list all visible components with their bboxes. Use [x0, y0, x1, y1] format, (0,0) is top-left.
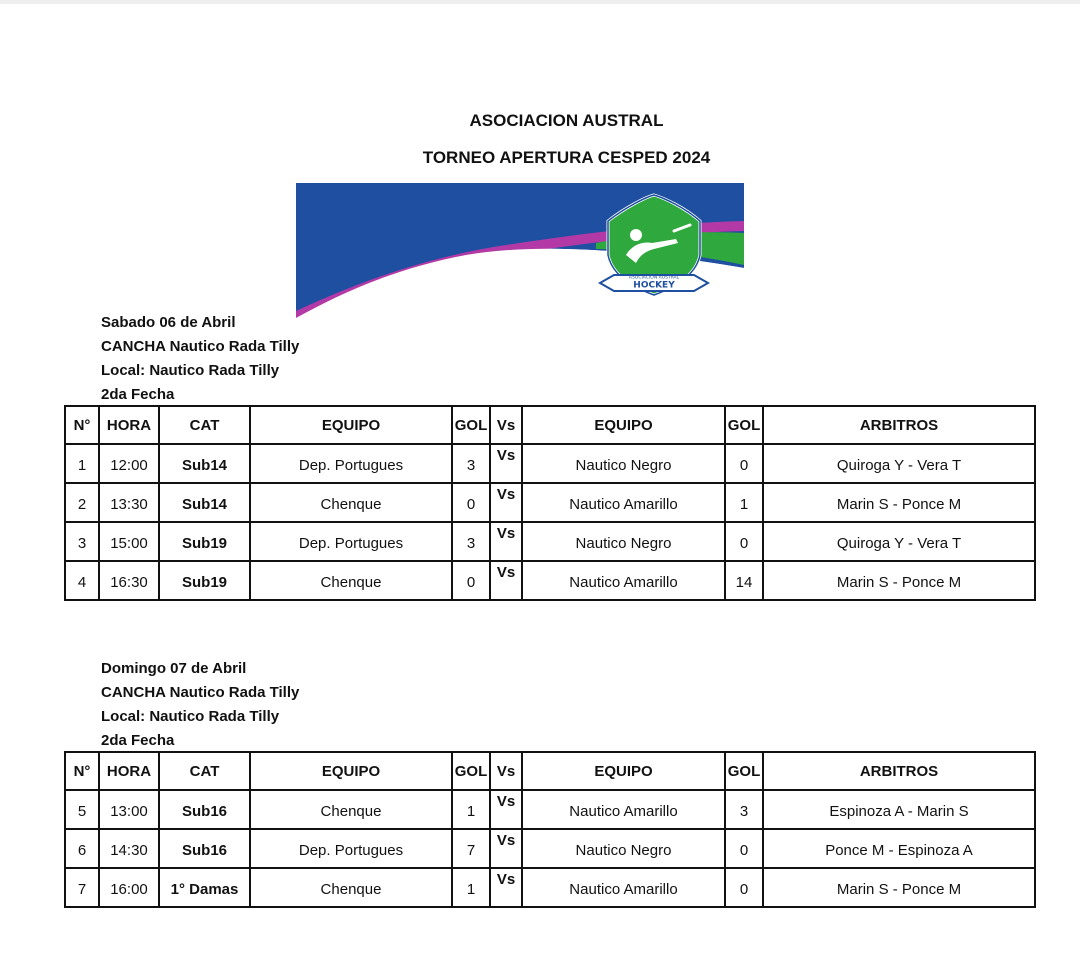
table-row	[65, 483, 1035, 522]
match-number: 6	[65, 829, 99, 868]
match-category: Sub19	[159, 522, 250, 561]
table-row	[65, 868, 1035, 907]
away-team: Nautico Amarillo	[522, 868, 725, 907]
away-goals: 3	[725, 790, 763, 829]
home-team: Chenque	[250, 790, 452, 829]
away-goals: 0	[725, 522, 763, 561]
match-time: 13:00	[99, 790, 159, 829]
table-row	[65, 561, 1035, 600]
home-goals: 0	[452, 483, 490, 522]
col-number: N°	[65, 406, 99, 444]
day2-fixture-table	[64, 751, 1036, 908]
away-goals: 14	[725, 561, 763, 600]
col-home-goals: GOL	[452, 406, 490, 444]
home-goals: 3	[452, 444, 490, 483]
home-goals: 0	[452, 561, 490, 600]
vs-label: Vs	[490, 522, 522, 561]
match-number: 2	[65, 483, 99, 522]
away-goals: 0	[725, 829, 763, 868]
col-category: CAT	[159, 752, 250, 790]
referees: Quiroga Y - Vera T	[763, 444, 1035, 483]
referees: Espinoza A - Marin S	[763, 790, 1035, 829]
match-time: 14:30	[99, 829, 159, 868]
match-time: 16:30	[99, 561, 159, 600]
table-row	[65, 444, 1035, 483]
referees: Quiroga Y - Vera T	[763, 522, 1035, 561]
referees: Marin S - Ponce M	[763, 561, 1035, 600]
table-row	[65, 829, 1035, 868]
col-vs: Vs	[490, 406, 522, 444]
col-vs: Vs	[490, 752, 522, 790]
match-category: Sub16	[159, 829, 250, 868]
away-goals: 0	[725, 868, 763, 907]
home-team: Dep. Portugues	[250, 522, 452, 561]
day1-date: Sabado 06 de Abril	[101, 314, 236, 331]
day2-round: 2da Fecha	[101, 732, 175, 749]
association-title: ASOCIACION AUSTRAL	[469, 111, 664, 130]
day1-field: CANCHA Nautico Rada Tilly	[101, 338, 300, 355]
day1-local: Local: Nautico Rada Tilly	[101, 362, 280, 379]
vs-label: Vs	[490, 790, 522, 829]
away-team: Nautico Amarillo	[522, 483, 725, 522]
match-number: 3	[65, 522, 99, 561]
day1-round: 2da Fecha	[101, 386, 175, 403]
home-team: Chenque	[250, 561, 452, 600]
match-number: 4	[65, 561, 99, 600]
table-row	[65, 790, 1035, 829]
home-goals: 1	[452, 868, 490, 907]
col-referees: ARBITROS	[763, 406, 1035, 444]
col-number: N°	[65, 752, 99, 790]
day2-field: CANCHA Nautico Rada Tilly	[101, 684, 300, 701]
home-team: Chenque	[250, 868, 452, 907]
col-away-goals: GOL	[725, 752, 763, 790]
match-number: 7	[65, 868, 99, 907]
home-goals: 7	[452, 829, 490, 868]
day2-local: Local: Nautico Rada Tilly	[101, 708, 280, 725]
col-away-goals: GOL	[725, 406, 763, 444]
away-team: Nautico Amarillo	[522, 790, 725, 829]
away-team: Nautico Amarillo	[522, 561, 725, 600]
vs-label: Vs	[490, 561, 522, 600]
match-category: Sub14	[159, 483, 250, 522]
away-goals: 1	[725, 483, 763, 522]
table-header-row	[65, 406, 1035, 444]
away-team: Nautico Negro	[522, 444, 725, 483]
logo-small-text: ASOCIACION AUSTRAL	[628, 275, 680, 281]
match-category: Sub16	[159, 790, 250, 829]
match-category: 1° Damas	[159, 868, 250, 907]
day2-date: Domingo 07 de Abril	[101, 660, 247, 677]
col-home-team: EQUIPO	[250, 752, 452, 790]
match-time: 13:30	[99, 483, 159, 522]
col-away-team: EQUIPO	[522, 406, 725, 444]
referees: Marin S - Ponce M	[763, 483, 1035, 522]
match-category: Sub14	[159, 444, 250, 483]
match-category: Sub19	[159, 561, 250, 600]
col-category: CAT	[159, 406, 250, 444]
tournament-title: TORNEO APERTURA CESPED 2024	[422, 148, 711, 167]
top-edge	[0, 0, 1080, 4]
home-goals: 3	[452, 522, 490, 561]
home-team: Dep. Portugues	[250, 444, 452, 483]
col-home-goals: GOL	[452, 752, 490, 790]
col-referees: ARBITROS	[763, 752, 1035, 790]
col-time: HORA	[99, 752, 159, 790]
col-home-team: EQUIPO	[250, 406, 452, 444]
home-team: Dep. Portugues	[250, 829, 452, 868]
day1-info	[101, 311, 299, 407]
association-banner	[296, 183, 744, 318]
match-time: 15:00	[99, 522, 159, 561]
away-team: Nautico Negro	[522, 829, 725, 868]
home-goals: 1	[452, 790, 490, 829]
col-away-team: EQUIPO	[522, 752, 725, 790]
match-number: 1	[65, 444, 99, 483]
referees: Marin S - Ponce M	[763, 868, 1035, 907]
away-goals: 0	[725, 444, 763, 483]
match-time: 16:00	[99, 868, 159, 907]
home-team: Chenque	[250, 483, 452, 522]
referees: Ponce M - Espinoza A	[763, 829, 1035, 868]
away-team: Nautico Negro	[522, 522, 725, 561]
logo-hockey-text: HOCKEY	[633, 280, 675, 291]
vs-label: Vs	[490, 829, 522, 868]
match-number: 5	[65, 790, 99, 829]
day1-fixture-table	[64, 405, 1036, 601]
table-header-row	[65, 752, 1035, 790]
vs-label: Vs	[490, 483, 522, 522]
match-time: 12:00	[99, 444, 159, 483]
day2-info	[101, 657, 299, 753]
vs-label: Vs	[490, 444, 522, 483]
col-time: HORA	[99, 406, 159, 444]
vs-label: Vs	[490, 868, 522, 907]
table-row	[65, 522, 1035, 561]
